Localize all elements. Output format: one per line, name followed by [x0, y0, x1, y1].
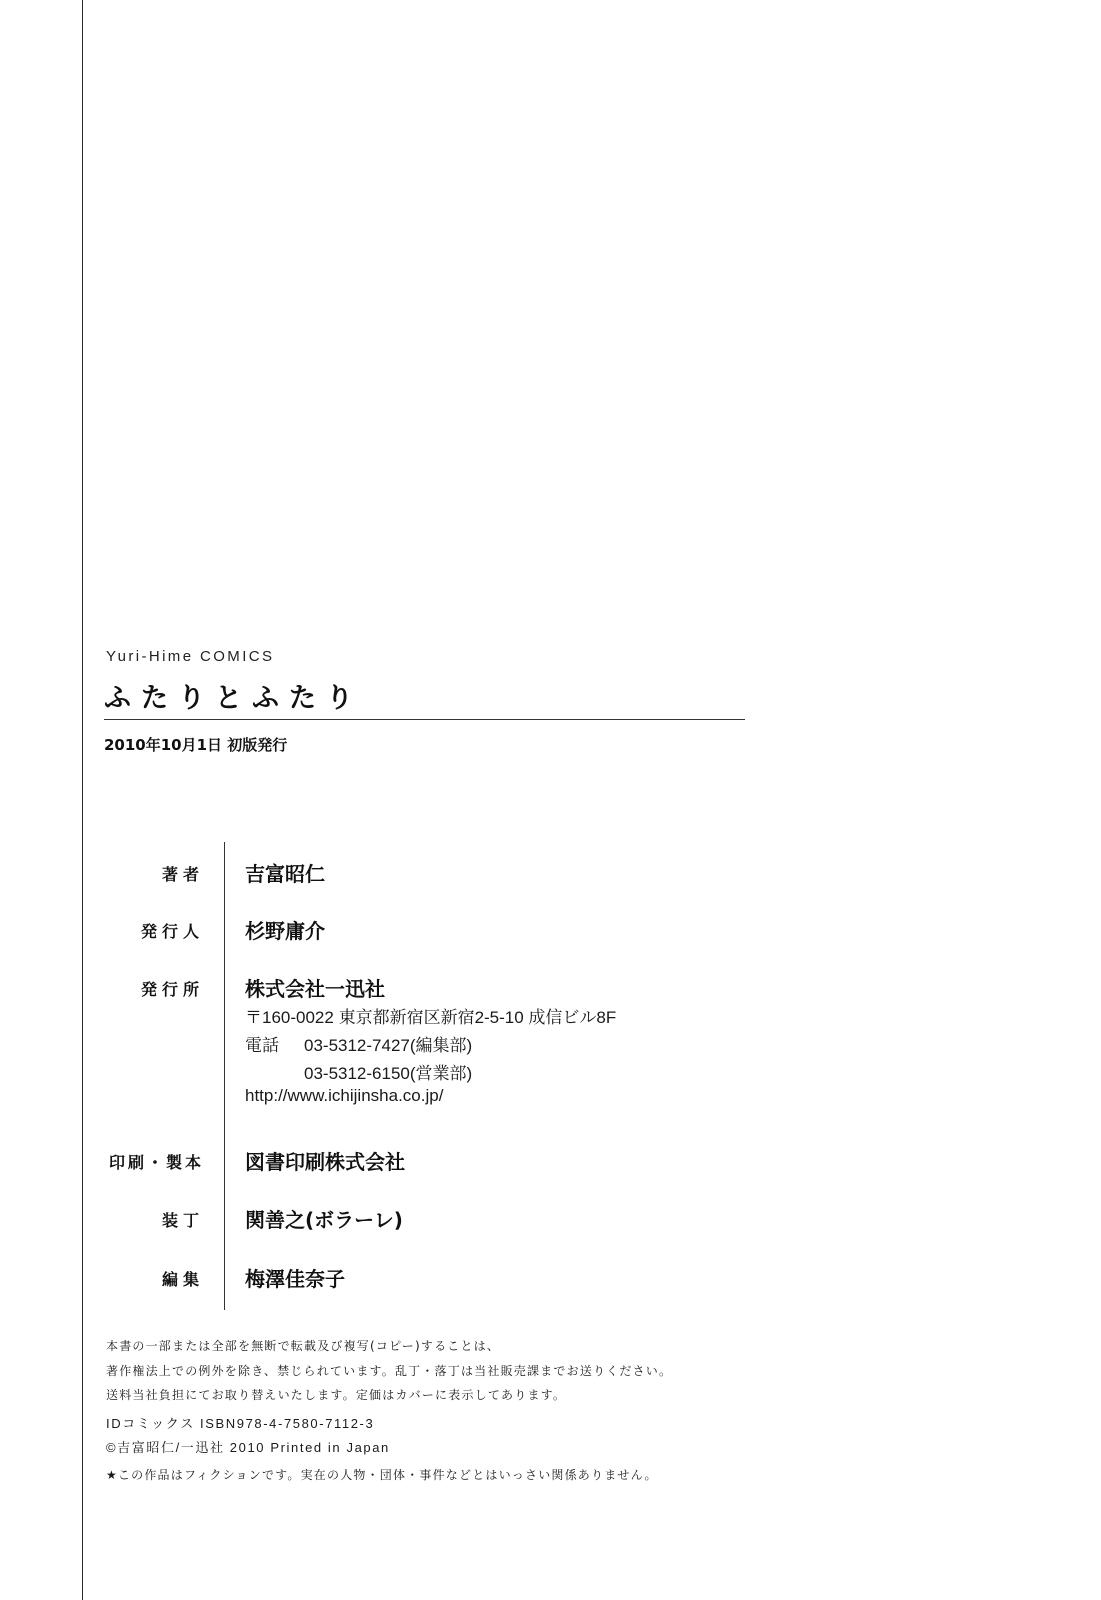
editor-name: 梅澤佳奈子 [245, 1267, 345, 1291]
printing-label: 印刷・製本 [108, 1153, 204, 1172]
publisher-person-label: 発行人 [140, 922, 204, 941]
publisher-address: 〒160-0022 東京都新宿区新宿2-5-10 成信ビル8F [245, 1008, 617, 1027]
design-label: 装丁 [161, 1211, 204, 1230]
copyright-line: ©吉富昭仁/一迅社 2010 Printed in Japan [106, 1440, 390, 1455]
left-margin-line [82, 0, 83, 1600]
publisher-label: 発行所 [140, 980, 204, 999]
publisher-url: http://www.ichijinsha.co.jp/ [245, 1086, 444, 1105]
editor-label: 編集 [161, 1270, 204, 1289]
fiction-disclaimer: ★この作品はフィクションです。実在の人物・団体・事件などとはいっさい関係ありません。 [106, 1468, 658, 1482]
publisher-name: 株式会社一迅社 [245, 977, 385, 1001]
credits-divider [224, 842, 225, 1310]
series-label: Yuri-Hime COMICS [106, 648, 275, 665]
design-name: 関善之(ボラーレ) [245, 1208, 403, 1232]
copyright-notice-line-1: 本書の一部または全部を無断で転載及び複写(コピー)することは、 [106, 1339, 501, 1353]
phone-sales: 03-5312-6150(営業部) [304, 1064, 473, 1083]
printing-company: 図書印刷株式会社 [245, 1150, 405, 1174]
phone-editorial: 03-5312-7427(編集部) [304, 1036, 473, 1055]
phone-label: 電話 [245, 1036, 279, 1055]
book-title: ふたりとふたり [104, 683, 363, 714]
title-divider [104, 719, 745, 720]
author-name: 吉富昭仁 [245, 862, 325, 886]
isbn-line: IDコミックス ISBN978-4-7580-7112-3 [106, 1416, 375, 1431]
author-label: 著者 [161, 865, 204, 884]
copyright-notice-line-2: 著作権法上での例外を除き、禁じられています。乱丁・落丁は当社販売課までお送りください。 [106, 1364, 673, 1378]
copyright-notice-line-3: 送料当社負担にてお取り替えいたします。定価はカバーに表示してあります。 [106, 1388, 567, 1402]
issue-date: 2010年10月1日 初版発行 [104, 736, 288, 754]
publisher-person-name: 杉野庸介 [245, 919, 325, 943]
